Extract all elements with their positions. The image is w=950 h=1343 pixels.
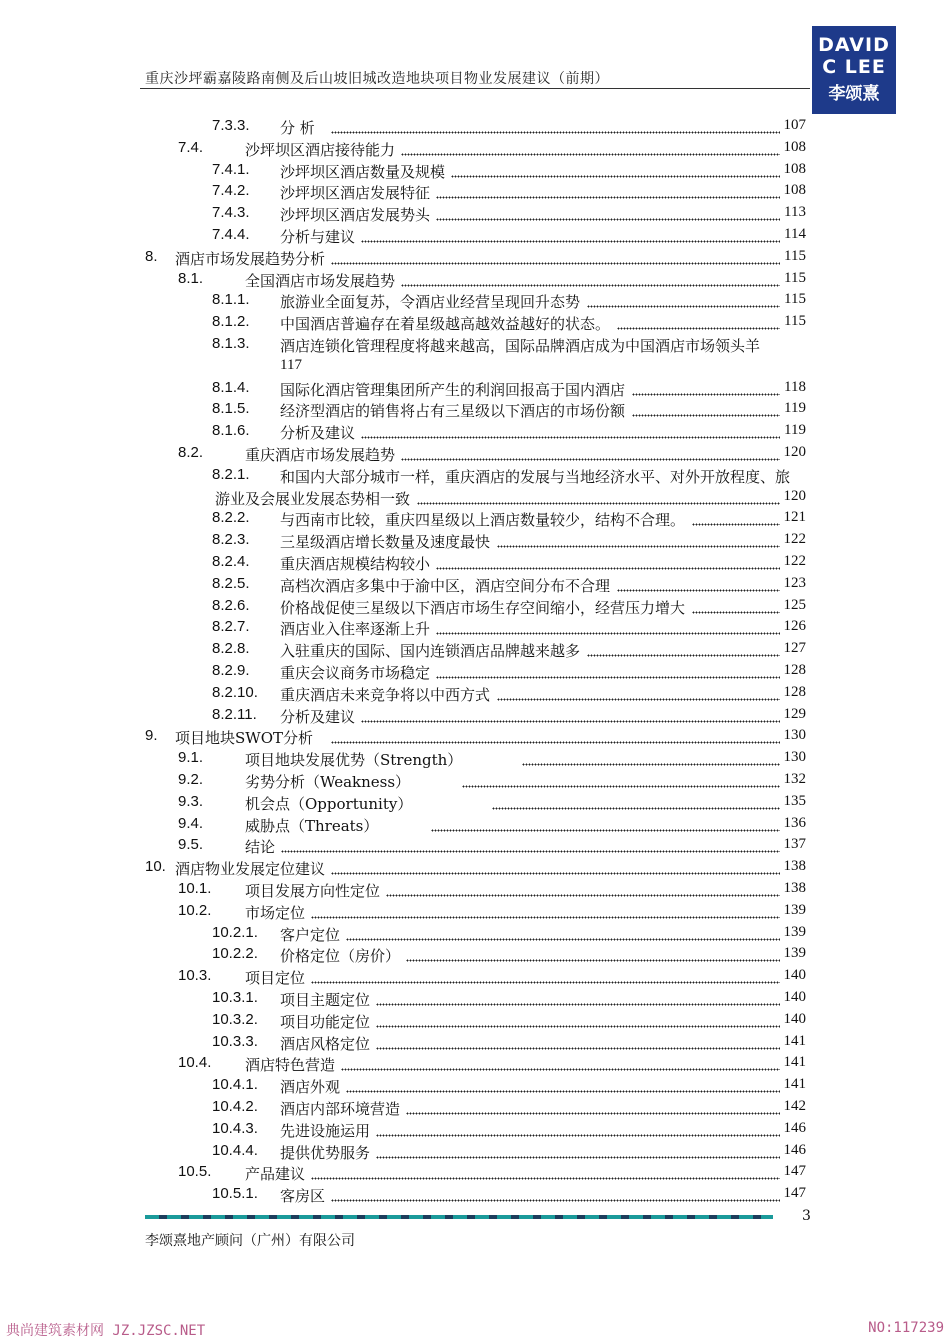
toc-entry-page: 126 <box>783 618 806 635</box>
toc-entry[interactable] <box>0 531 950 552</box>
toc-entry[interactable] <box>0 575 950 596</box>
toc-entry-title: 全国酒店市场发展趋势 <box>245 271 396 290</box>
toc-leader-dots <box>406 1101 780 1115</box>
toc-leader-dots <box>331 1188 780 1202</box>
toc-entry-number: 10.4. <box>178 1054 212 1072</box>
toc-entry-number: 8.2.6. <box>212 596 250 614</box>
toc-entry-page: 140 <box>783 967 806 984</box>
toc-entry-page: 136 <box>783 814 806 831</box>
toc-entry-title: 重庆酒店未来竞争将以中西方式 <box>280 685 491 704</box>
toc-leader-dots <box>632 382 780 396</box>
toc-entry-page: 132 <box>783 771 806 787</box>
toc-entry-number: 9.1. <box>178 749 204 767</box>
toc-entry-number: 8.2.4. <box>212 553 250 570</box>
toc-entry-page: 118 <box>784 378 806 395</box>
toc-entry-title: 沙坪坝区酒店发展势头 <box>280 206 431 225</box>
toc-entry-title: 三星级酒店增长数量及速度最快 <box>280 533 491 552</box>
toc-entry-number: 8.1.6. <box>212 422 250 440</box>
toc-entry-title: 和国内大部分城市一样，重庆酒店的发展与当地经济水平、对外开放程度、旅 <box>280 467 791 486</box>
toc-entry-title: 机会点（Opportunity） <box>245 794 413 813</box>
toc-entry-title: 与西南市比较，重庆四星级以上酒店数量较少，结构不合理。 <box>280 511 686 530</box>
toc-entry[interactable] <box>0 662 950 683</box>
toc-entry-number: 10.3.3. <box>212 1032 258 1050</box>
toc-leader-dots <box>692 512 780 526</box>
toc-entry-title: 入驻重庆的国际、国内连锁酒店品牌越来越多 <box>280 642 581 661</box>
toc-entry-number: 8.1.2. <box>212 313 250 331</box>
toc-entry-page: 139 <box>783 901 806 918</box>
toc-entry-number: 9.2. <box>178 771 204 788</box>
toc-entry[interactable] <box>0 117 950 138</box>
toc-entry-number: 8.2.8. <box>212 640 250 658</box>
toc-entry-page: 140 <box>783 1010 806 1027</box>
toc-entry[interactable] <box>0 793 950 814</box>
toc-entry-page: 120 <box>783 487 806 504</box>
toc-entry-number: 7.4.3. <box>212 204 250 222</box>
toc-entry[interactable] <box>0 924 950 945</box>
toc-entry-number: 10.5.1. <box>212 1185 258 1203</box>
toc-entry-title: 国际化酒店管理集团所产生的利润回报高于国内酒店 <box>280 380 626 399</box>
toc-entry[interactable] <box>0 1011 950 1032</box>
toc-entry-number: 9.4. <box>178 814 204 832</box>
toc-leader-dots <box>587 643 780 657</box>
toc-entry-number: 8.1. <box>178 269 204 287</box>
toc-leader-dots <box>436 556 780 570</box>
toc-entry[interactable] <box>0 706 950 727</box>
toc-leader-dots <box>401 447 780 461</box>
toc-entry-title: 旅游业全面复苏，令酒店业经营呈现回升态势 <box>280 293 581 312</box>
toc-leader-dots <box>497 534 780 548</box>
toc-leader-dots <box>497 687 780 701</box>
toc-leader-dots <box>462 774 780 788</box>
page-number: 3 <box>802 1208 811 1224</box>
toc-entry-title: 酒店业入住率逐渐上升 <box>280 620 431 639</box>
toc-entry-title: 分析及建议 <box>280 424 356 443</box>
toc-entry-title: 分 析 <box>280 119 315 137</box>
toc-leader-dots <box>522 752 780 766</box>
toc-entry-number: 10.5. <box>178 1163 212 1181</box>
toc-entry[interactable] <box>0 1142 950 1163</box>
toc-leader-dots <box>376 992 780 1006</box>
toc-entry-page: 139 <box>783 923 806 940</box>
toc-entry[interactable] <box>0 161 950 182</box>
toc-leader-dots <box>436 621 780 635</box>
toc-entry-number: 7.4. <box>178 138 204 156</box>
toc-leader-dots <box>632 403 780 417</box>
toc-entry-title: 结论 <box>245 838 276 857</box>
toc-entry-page: 125 <box>783 596 806 613</box>
toc-entry-page: 115 <box>784 291 806 308</box>
toc-entry-number: 9. <box>145 727 158 745</box>
toc-leader-dots <box>361 709 780 723</box>
toc-entry-number: 10. <box>145 858 166 876</box>
toc-leader-dots <box>331 120 780 134</box>
toc-entry-number: 10.3.1. <box>212 989 258 1006</box>
toc-entry-title: 重庆酒店规模结构较小 <box>280 555 431 573</box>
toc-entry-page: 108 <box>783 182 806 199</box>
toc-entry[interactable] <box>0 509 950 530</box>
toc-entry-number: 8.2. <box>178 444 204 461</box>
toc-entry-page: 127 <box>783 640 806 657</box>
toc-entry[interactable] <box>0 771 950 792</box>
toc-entry-page: 115 <box>784 313 806 330</box>
toc-entry-title-cont: 游业及会展业发展态势相一致 <box>215 489 411 508</box>
toc-entry[interactable] <box>0 880 950 901</box>
toc-entry[interactable] <box>0 291 950 312</box>
toc-leader-dots <box>376 1145 780 1159</box>
toc-entry[interactable] <box>0 597 950 618</box>
toc-leader-dots <box>451 164 780 178</box>
toc-entry-number: 8.2.7. <box>212 618 250 636</box>
toc-entry[interactable] <box>0 902 950 923</box>
toc-entry[interactable] <box>0 618 950 639</box>
toc-entry-page: 107 <box>783 117 806 133</box>
toc-entry-page: 108 <box>783 160 806 177</box>
toc-leader-dots <box>431 818 780 832</box>
toc-entry-title: 提供优势服务 <box>280 1143 371 1162</box>
toc-entry-page: 135 <box>783 792 806 809</box>
toc-entry[interactable] <box>0 1098 950 1119</box>
toc-entry[interactable] <box>0 226 950 247</box>
toc-entry-number: 8.2.1. <box>212 465 250 483</box>
toc-entry-title: 高档次酒店多集中于渝中区，酒店空间分布不合理 <box>280 576 611 595</box>
toc-entry-title: 项目发展方向性定位 <box>245 882 381 900</box>
toc-entry-number: 8. <box>145 247 158 265</box>
toc-leader-dots <box>401 273 780 287</box>
toc-entry-title: 产品建议 <box>245 1165 306 1184</box>
toc-entry[interactable] <box>0 684 950 705</box>
toc-entry-number: 7.4.4. <box>212 226 250 243</box>
toc-entry-page: 119 <box>784 422 806 439</box>
toc-entry[interactable] <box>0 967 950 988</box>
toc-entry-title: 酒店风格定位 <box>280 1034 371 1053</box>
toc-entry[interactable] <box>0 270 950 291</box>
toc-entry[interactable] <box>0 727 950 748</box>
toc-entry[interactable] <box>0 400 950 421</box>
toc-entry-page: 140 <box>783 989 806 1005</box>
toc-entry[interactable] <box>0 989 950 1010</box>
toc-entry-title: 酒店市场发展趋势分析 <box>175 249 326 268</box>
toc-entry-number: 10.4.1. <box>212 1076 258 1094</box>
toc-entry-number: 10.2. <box>178 901 212 919</box>
toc-leader-dots <box>436 665 780 679</box>
toc-entry[interactable] <box>0 640 950 661</box>
toc-entry-number: 8.2.10. <box>212 683 258 701</box>
toc-entry-title: 威胁点（Threats） <box>245 816 379 835</box>
toc-entry-page: 115 <box>784 269 806 286</box>
toc-entry-page: 128 <box>783 662 806 678</box>
header-title: 重庆沙坪霸嘉陵路南侧及后山坡旧城改造地块项目物业发展建议（前期） <box>145 71 609 87</box>
toc-entry-title: 重庆酒店市场发展趋势 <box>245 446 396 464</box>
toc-entry-page: 129 <box>783 705 806 722</box>
toc-entry-title: 价格定位（房价） <box>280 947 401 966</box>
toc-entry-page: 146 <box>783 1141 806 1158</box>
toc-leader-dots <box>617 578 780 592</box>
toc-entry-page: 119 <box>784 400 806 417</box>
toc-leader-dots <box>346 1079 780 1093</box>
toc-leader-dots <box>346 927 780 941</box>
toc-leader-dots <box>311 905 780 919</box>
toc-entry-page: 130 <box>783 749 806 766</box>
toc-entry-page: 141 <box>783 1076 806 1093</box>
toc-entry-title: 先进设施运用 <box>280 1121 371 1140</box>
toc-entry-page: 146 <box>783 1119 806 1136</box>
toc-entry[interactable] <box>0 1076 950 1097</box>
toc-entry-number: 8.2.9. <box>212 662 250 679</box>
toc-entry-page: 147 <box>783 1163 806 1180</box>
toc-entry[interactable] <box>0 1054 950 1075</box>
toc-entry-page: 117 <box>280 356 302 373</box>
toc-entry[interactable] <box>0 313 950 334</box>
toc-entry[interactable] <box>0 139 950 160</box>
toc-entry-title: 酒店内部环境营造 <box>280 1100 401 1118</box>
footer-divider <box>145 1215 773 1219</box>
toc-entry[interactable] <box>0 836 950 857</box>
toc-entry-title: 酒店特色营造 <box>245 1056 336 1075</box>
toc-entry-title: 项目定位 <box>245 969 306 988</box>
toc-entry-page: 123 <box>783 574 806 591</box>
toc-entry-title: 分析与建议 <box>280 228 356 246</box>
toc-entry-number: 7.4.1. <box>212 160 250 178</box>
toc-entry-title: 沙坪坝区酒店数量及规模 <box>280 162 446 181</box>
toc-entry-page: 115 <box>784 247 806 264</box>
toc-entry-page: 142 <box>783 1098 806 1114</box>
toc-entry-page: 138 <box>783 858 806 875</box>
toc-entry[interactable] <box>0 1120 950 1141</box>
header-divider <box>140 88 810 89</box>
toc-entry[interactable] <box>0 379 950 400</box>
toc-entry[interactable] <box>0 422 950 443</box>
toc-entry-page: 139 <box>783 945 806 962</box>
toc-entry-title: 客房区 <box>280 1187 326 1206</box>
toc-entry-page: 113 <box>784 204 806 221</box>
toc-entry-number: 8.2.3. <box>212 531 250 549</box>
toc-entry-number: 8.1.1. <box>212 291 250 309</box>
toc-leader-dots <box>361 229 780 243</box>
toc-leader-dots <box>376 1123 780 1137</box>
toc-entry[interactable] <box>0 945 950 966</box>
toc-entry[interactable] <box>0 1185 950 1206</box>
toc-entry-page: 141 <box>783 1054 806 1071</box>
toc-entry-title: 市场定位 <box>245 903 306 922</box>
toc-entry-title: 沙坪坝区酒店发展特征 <box>280 184 431 203</box>
toc-leader-dots <box>386 883 780 897</box>
toc-entry-number: 10.4.2. <box>212 1098 258 1115</box>
toc-leader-dots <box>281 839 780 853</box>
toc-entry-page: 122 <box>783 553 806 569</box>
toc-leader-dots <box>436 185 780 199</box>
toc-entry[interactable] <box>0 815 950 836</box>
toc-entry-page: 130 <box>783 727 806 744</box>
toc-entry-page: 137 <box>783 836 806 853</box>
toc-entry-title: 项目地块发展优势（Strength） <box>245 751 463 770</box>
toc-entry-title: 酒店连锁化管理程度将越来越高，国际品牌酒店成为中国酒店市场领头羊 <box>280 337 761 355</box>
toc-leader-dots <box>311 1166 780 1180</box>
toc-entry[interactable] <box>0 182 950 203</box>
toc-entry-title: 项目功能定位 <box>280 1012 371 1031</box>
toc-leader-dots <box>617 316 780 330</box>
toc-entry[interactable] <box>0 858 950 879</box>
toc-leader-dots <box>492 796 780 810</box>
toc-entry-number: 7.4.2. <box>212 182 250 200</box>
toc-entry-title: 分析及建议 <box>280 707 356 726</box>
toc-entry-page: 138 <box>783 880 806 896</box>
toc-leader-dots <box>406 948 780 962</box>
toc-entry-number: 10.2.2. <box>212 945 258 963</box>
toc-entry-number: 10.3.2. <box>212 1010 258 1028</box>
toc-entry-title: 重庆会议商务市场稳定 <box>280 664 431 682</box>
toc-leader-dots <box>401 142 780 156</box>
toc-entry-number: 10.4.4. <box>212 1141 258 1159</box>
toc-leader-dots <box>331 861 780 875</box>
toc-entry[interactable] <box>0 466 950 510</box>
toc-leader-dots <box>331 251 780 265</box>
toc-entry-title: 劣势分析（Weakness） <box>245 773 411 791</box>
toc-leader-dots <box>417 491 780 505</box>
toc-entry[interactable] <box>0 444 950 465</box>
toc-entry-number: 8.2.5. <box>212 574 250 592</box>
toc-entry[interactable] <box>0 1033 950 1054</box>
toc-entry-title: 酒店物业发展定位建议 <box>175 860 326 879</box>
toc-entry-page: 121 <box>783 509 806 526</box>
footer-company: 李颂熹地产顾问（广州）有限公司 <box>145 1233 355 1249</box>
toc-entry[interactable] <box>0 204 950 225</box>
toc-entry-title: 沙坪坝区酒店接待能力 <box>245 140 396 159</box>
toc-entry-page: 114 <box>784 226 806 242</box>
toc-entry-title: 酒店外观 <box>280 1078 341 1097</box>
toc-entry-page: 141 <box>783 1032 806 1049</box>
toc-entry-number: 8.2.11. <box>212 705 257 723</box>
watermark-id: NO:117239 <box>868 1320 944 1336</box>
toc-entry-title: 客户定位 <box>280 925 341 944</box>
toc-entry-page: 128 <box>783 683 806 700</box>
toc-entry-number: 10.1. <box>178 880 212 897</box>
toc-leader-dots <box>331 730 780 744</box>
toc-entry-page: 122 <box>783 531 806 548</box>
toc-entry-number: 8.2.2. <box>212 509 250 527</box>
logo-line-3: 李颂熹 <box>828 84 880 104</box>
toc-entry-number: 7.3.3. <box>212 117 250 134</box>
toc-entry[interactable] <box>0 248 950 269</box>
toc-entry-number: 10.4.3. <box>212 1119 258 1137</box>
toc-entry-title: 中国酒店普遍存在着星级越高越效益越好的状态。 <box>280 315 611 334</box>
toc-entry-page: 147 <box>783 1185 806 1202</box>
toc-leader-dots <box>692 600 780 614</box>
toc-leader-dots <box>311 970 780 984</box>
toc-leader-dots <box>361 425 780 439</box>
toc-entry-number: 8.1.5. <box>212 400 250 418</box>
toc-entry-number: 10.3. <box>178 967 212 985</box>
toc-entry-title: 经济型酒店的销售将占有三星级以下酒店的市场份额 <box>280 402 626 421</box>
toc-entry-page: 120 <box>783 444 806 460</box>
toc-entry-number: 10.2.1. <box>212 923 258 941</box>
logo-line-1: DAVID <box>818 34 890 56</box>
logo-line-2: C LEE <box>822 56 886 78</box>
toc-entry-number: 9.3. <box>178 792 204 810</box>
toc-entry[interactable] <box>0 1163 950 1184</box>
toc-entry-number: 8.1.4. <box>212 378 250 396</box>
toc-entry[interactable] <box>0 749 950 770</box>
toc-entry-title: 价格战促使三星级以下酒店市场生存空间缩小，经营压力增大 <box>280 598 686 617</box>
watermark-site: 典尚建筑素材网 JZ.JZSC.NET <box>6 1323 206 1339</box>
toc-entry-number: 8.1.3. <box>212 335 250 352</box>
toc-entry[interactable] <box>0 553 950 574</box>
toc-leader-dots <box>376 1036 780 1050</box>
toc-leader-dots <box>376 1014 780 1028</box>
toc-leader-dots <box>341 1057 780 1071</box>
toc-leader-dots <box>436 207 780 221</box>
toc-entry-title: 项目主题定位 <box>280 991 371 1009</box>
company-logo <box>812 26 896 114</box>
toc-leader-dots <box>587 294 780 308</box>
toc-entry-page: 108 <box>783 138 806 155</box>
toc-entry-title: 项目地块SWOT分析 <box>175 729 313 748</box>
toc-entry[interactable] <box>0 335 950 379</box>
toc-entry-number: 9.5. <box>178 836 204 854</box>
